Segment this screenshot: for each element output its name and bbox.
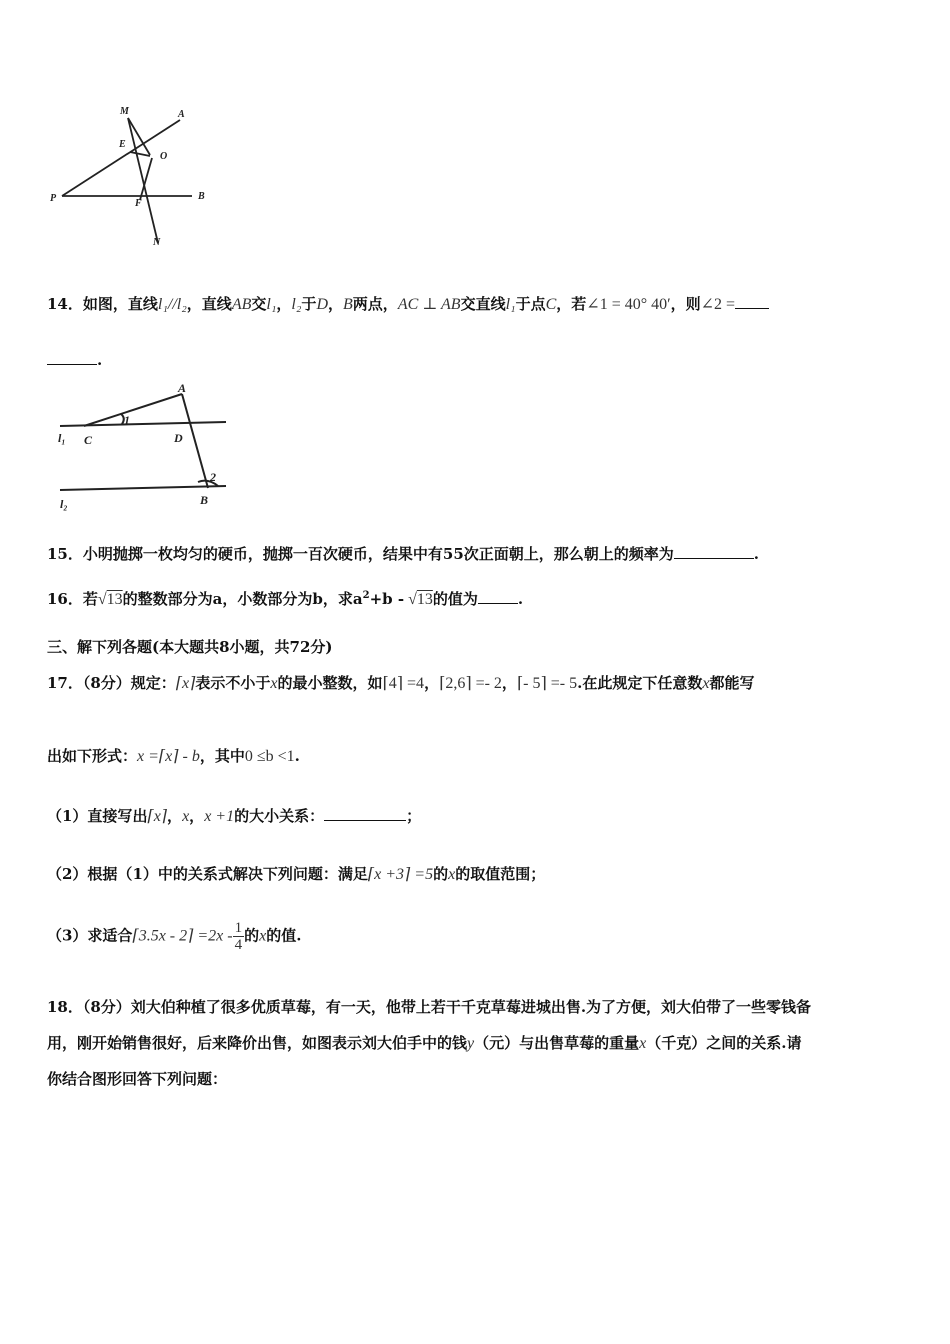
q14-text: 两点， xyxy=(352,295,398,313)
label-angle2: 2 xyxy=(210,470,216,484)
q17-text: 都能写 xyxy=(709,674,755,692)
sqrt-sign: √ xyxy=(404,591,417,608)
label-N: N xyxy=(153,237,161,248)
math: AB xyxy=(231,296,252,313)
q17-text: . xyxy=(294,747,300,765)
question-15 xyxy=(47,543,759,564)
q16-text: 的整数部分为a，小数部分为b，求a xyxy=(122,590,363,608)
semicolon: ； xyxy=(406,807,422,825)
figure-2-geometry xyxy=(50,380,235,515)
label-O: O xyxy=(160,151,168,162)
answer-blank[interactable] xyxy=(674,544,754,559)
math: ⌈x⌉ xyxy=(175,675,196,692)
q14-text: 交 xyxy=(251,295,267,313)
q17-text: 的 xyxy=(244,926,260,945)
q14-text: 于点 xyxy=(515,295,546,313)
period: . xyxy=(517,590,524,608)
q17-text: 17．（8分）规定： xyxy=(47,674,176,692)
question-14-cont xyxy=(47,350,102,369)
q14-text: ，则 xyxy=(670,295,701,313)
superscript: 2 xyxy=(362,590,370,601)
math: ⌈3.5x - 2⌉ =2x - xyxy=(132,927,233,945)
question-14 xyxy=(47,293,769,314)
radicand: 13 xyxy=(106,591,123,608)
answer-blank[interactable] xyxy=(324,806,406,821)
period: . xyxy=(97,351,103,369)
q17-text: ， xyxy=(424,674,440,692)
question-18-line3 xyxy=(47,1068,227,1089)
q17-text: （3）求适合 xyxy=(47,926,133,945)
math: ∠1 = 40° 40′ xyxy=(586,296,671,313)
denominator: 4 xyxy=(234,937,243,953)
math: y xyxy=(467,1035,475,1052)
label-angle1: 1 xyxy=(124,413,130,427)
question-18-line1 xyxy=(47,996,811,1017)
math: ⌈x⌉ xyxy=(147,808,168,825)
question-17-part2 xyxy=(47,863,545,884)
math: l₁ xyxy=(505,296,516,313)
q14-text: 如图，直线 xyxy=(82,295,158,313)
math: ⌈- 5⌉ =- 5 xyxy=(516,675,578,692)
math: x xyxy=(702,675,710,692)
q16-text: 的值为 xyxy=(432,590,478,608)
q17-text: 出如下形式： xyxy=(47,747,138,765)
label-l2: l₂ xyxy=(60,497,68,511)
sqrt-sign: √ xyxy=(97,591,107,608)
q18-text: 用，刚开始销售很好，后来降价出售，如图表示刘大伯手中的钱 xyxy=(47,1034,468,1052)
question-17-line1 xyxy=(47,672,754,693)
math: C xyxy=(545,296,557,313)
q14-text: ，若 xyxy=(556,295,587,313)
math: ⌈2,6⌉ =- 2 xyxy=(439,675,502,692)
q17-text: （2）根据（1）中的关系式解决下列问题：满足 xyxy=(47,865,368,883)
math: AC ⊥ AB xyxy=(397,296,461,313)
question-17-line2 xyxy=(47,745,300,766)
section-title: 三、解下列各题(本大题共8小题，共72分) xyxy=(47,638,333,656)
label-E: E xyxy=(119,139,126,150)
question-16 xyxy=(47,588,523,609)
label-B: B xyxy=(200,493,209,507)
math: x xyxy=(639,1035,647,1052)
q17-text: 的 xyxy=(433,865,449,883)
q14-text: ， xyxy=(328,295,344,313)
answer-blank[interactable] xyxy=(478,589,518,604)
answer-blank[interactable] xyxy=(47,350,97,365)
q14-number: 14． xyxy=(47,295,83,313)
q17-text: 的值. xyxy=(266,926,302,945)
q17-text: （1）直接写出 xyxy=(47,807,148,825)
q16-text: 16．若 xyxy=(47,590,98,608)
label-l1: l₁ xyxy=(58,431,66,445)
q17-text: .在此规定下任意数 xyxy=(577,674,703,692)
q14-text: 于 xyxy=(301,295,317,313)
math: x xyxy=(448,866,456,883)
q17-text: ， xyxy=(167,807,183,825)
label-M: M xyxy=(120,106,129,117)
question-17-part1 xyxy=(47,805,421,826)
answer-blank[interactable] xyxy=(735,294,769,309)
label-D: D xyxy=(174,431,183,445)
math: B xyxy=(343,296,353,313)
q14-text: 交直线 xyxy=(460,295,506,313)
q17-text: 的最小整数，如 xyxy=(277,674,383,692)
math: x xyxy=(182,808,190,825)
math: ∠2 = xyxy=(700,296,736,313)
math: ⌈4⌉ =4 xyxy=(382,675,425,692)
q18-text: （千克）之间的关系.请 xyxy=(646,1034,802,1052)
math: 0 ≤b <1 xyxy=(244,748,295,765)
figure-1-geometry xyxy=(40,100,240,255)
math: D xyxy=(316,296,328,313)
numerator: 1 xyxy=(234,920,243,936)
q14-text: ， xyxy=(276,295,292,313)
math: ⌈x +3⌉ =5 xyxy=(367,866,434,883)
math: x =⌈x⌉ - b xyxy=(137,748,200,765)
q17-text: 的取值范围； xyxy=(455,865,546,883)
q17-text: ，其中 xyxy=(199,747,245,765)
q17-text: ， xyxy=(501,674,517,692)
label-A: A xyxy=(178,109,185,120)
question-18-line2 xyxy=(47,1032,801,1053)
label-F: F xyxy=(135,198,142,209)
math: l₁//l₂ xyxy=(157,296,187,313)
q15-text: 15．小明抛掷一枚均匀的硬币，抛掷一百次硬币，结果中有55次正面朝上，那么朝上的频率为 xyxy=(47,545,674,563)
q18-text: 18．（8分）刘大伯种植了很多优质草莓，有一天，他带上若干千克草莓进城出售.为了方便，刘大伯带了一些零钱备 xyxy=(47,998,812,1016)
q17-text: 表示不小于 xyxy=(195,674,271,692)
section-3-heading xyxy=(47,636,333,657)
math: x xyxy=(270,675,278,692)
period: . xyxy=(753,545,759,563)
q14-text: ，直线 xyxy=(186,295,232,313)
q18-text: 你结合图形回答下列问题： xyxy=(47,1070,228,1088)
label-B: B xyxy=(198,191,205,202)
math: l₂ xyxy=(291,296,302,313)
q17-text: 的大小关系： xyxy=(234,807,325,825)
q16-text: +b - xyxy=(369,590,405,608)
label-P: P xyxy=(50,193,57,204)
question-17-part3 xyxy=(47,920,301,953)
q18-text: （元）与出售草莓的重量 xyxy=(474,1034,640,1052)
label-C: C xyxy=(84,433,93,447)
q17-text: ， xyxy=(189,807,205,825)
math: x +1 xyxy=(204,808,235,825)
fraction xyxy=(233,920,245,953)
math: l₁ xyxy=(266,296,277,313)
radicand: 13 xyxy=(416,591,433,608)
math: x xyxy=(259,927,267,945)
label-A: A xyxy=(178,381,187,395)
